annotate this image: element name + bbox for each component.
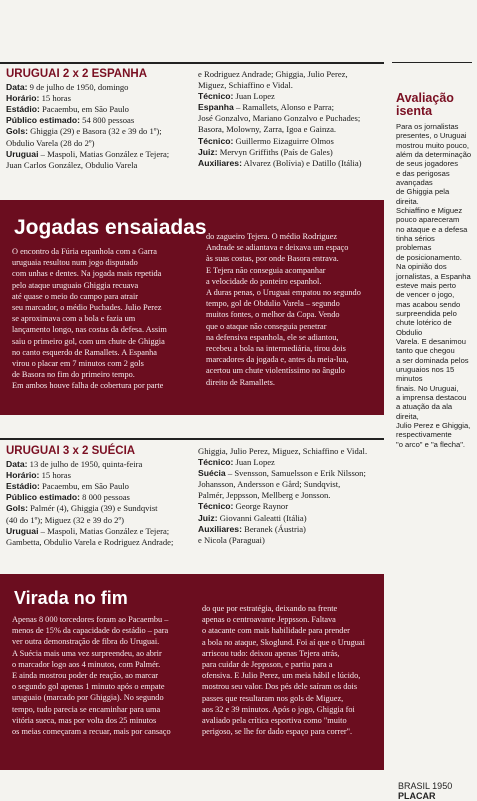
text-line: E Tejera não conseguia acompanhar xyxy=(206,265,326,275)
text-line: jornalistas, a Espanha xyxy=(396,271,471,281)
info-label: Público estimado: xyxy=(6,115,81,126)
info-label: Horário: xyxy=(6,470,40,481)
box1-panel xyxy=(0,200,384,415)
info-line xyxy=(6,104,192,115)
text-line: que o ataque não conseguia penetrar xyxy=(206,321,327,331)
info-label: Data: xyxy=(6,82,28,93)
text-line: de seus jogadores xyxy=(396,159,459,169)
text-line: lançamento longo, nas costas da defesa. Assim xyxy=(12,325,167,335)
info-line xyxy=(198,501,388,512)
info-text: José Gonzalvo, Mariano Gonzalvo e Puchades; xyxy=(198,113,361,124)
info-line xyxy=(198,113,388,124)
info-line xyxy=(198,158,388,169)
text-line: de vencer o jogo, xyxy=(396,290,455,300)
info-text: – Ramallets, Alonso e Parra; xyxy=(233,102,335,113)
info-line xyxy=(6,492,196,503)
info-line xyxy=(6,126,192,137)
text-line: A duras penas, o Uruguai empatou no segundo xyxy=(206,288,361,298)
box2-heading: Virada no fim xyxy=(14,588,128,608)
text-line: até quase o meio do campo para atrair xyxy=(12,291,139,301)
text-line: com unhas e dentes. Na jogada mais repetida xyxy=(12,269,162,279)
text-line: virou o placar em 7 minutos com 2 gols xyxy=(12,359,144,369)
info-line xyxy=(6,503,196,514)
info-label: Data: xyxy=(6,459,28,470)
text-line: a imprensa destacou xyxy=(396,392,467,402)
sidebar xyxy=(396,92,472,449)
info-text: – Svensson, Samuelsson e Erik Nilsson; xyxy=(225,468,366,479)
info-label: Público estimado: xyxy=(6,492,81,503)
text-line: O encontro da Fúria espanhola com a Garra xyxy=(12,247,157,256)
info-line xyxy=(198,147,388,158)
text-line: do que por estratégia, deixando na frente xyxy=(202,604,338,613)
text-line: tempo, tudo parecia se encaminhar para uma xyxy=(12,704,161,714)
info-line xyxy=(6,459,196,470)
info-label: Técnico: xyxy=(198,91,234,102)
info-label: Estádio: xyxy=(6,481,40,492)
text-line: a atuação da ala direita, xyxy=(396,402,453,421)
text-line: tanto que chegou xyxy=(396,346,455,356)
info-text: Juan Lopez xyxy=(233,457,275,468)
info-line xyxy=(198,468,388,479)
info-text: Palmér, Jeppsson, Mellberg e Jonsson. xyxy=(198,490,331,501)
match1-title: URUGUAI 2 x 2 ESPANHA xyxy=(6,68,148,80)
footer xyxy=(398,781,477,801)
text-line: de Ghiggia pela direita. xyxy=(396,187,450,206)
text-line: mostrou seu valor. Dos pés dele saíram os dois xyxy=(202,682,358,692)
text-line: apenas o centroavante Jeppsson. Faltava xyxy=(202,615,336,625)
info-label: Suécia xyxy=(198,468,226,479)
text-line: Schiaffino e Miguez xyxy=(396,206,463,216)
info-label: Uruguai xyxy=(6,525,39,536)
text-line: ofensiva. E Julio Perez, um meia hábil e lúcido, xyxy=(202,671,361,681)
text-line: de posicionamento. xyxy=(396,252,462,262)
info-label: Técnico: xyxy=(198,501,234,512)
text-line: mostrou muito pouco, xyxy=(396,140,470,150)
text-line: Andrade se adiantava e deixava um espaço xyxy=(206,243,349,253)
info-text: Pacaembu, em São Paulo xyxy=(39,104,129,115)
text-line: os meias começaram a recuar, mais por cansaço xyxy=(12,727,171,737)
text-line: no canto esquerdo de Ramallets. A Espanha xyxy=(12,347,157,357)
text-line: tempo, gol de Obdulio Varela – segundo xyxy=(206,299,340,309)
info-label: Auxiliares: xyxy=(198,523,242,534)
text-line: o atacante com mais habilidade para prender xyxy=(202,626,350,636)
box1-heading: Jogadas ensaiadas xyxy=(14,216,207,239)
info-label: Técnico: xyxy=(198,457,234,468)
text-line: perigoso, se lhe for dado espaço para correr". xyxy=(202,727,353,737)
info-text: Guillermo Eizaguirre Olmos xyxy=(233,135,334,146)
text-line: do zagueiro Tejera. O médio Rodriguez xyxy=(206,232,338,241)
text-line: presentes, o Uruguai xyxy=(396,131,467,141)
match1-left-lines xyxy=(6,82,192,171)
text-line: a velocidade do ponteiro espanhol. xyxy=(206,276,322,286)
top-rule-left xyxy=(0,62,384,64)
match2-title: URUGUAI 3 x 2 SUÉCIA xyxy=(6,445,136,457)
text-line: avaliado pela crítica esportiva como "muito xyxy=(202,716,347,726)
text-line: acertou um chute violentíssimo no ângulo xyxy=(206,366,345,376)
info-text: e Rodriguez Andrade; Ghiggia, Julio Perez, xyxy=(198,69,348,79)
info-text: e Nicola (Paraguai) xyxy=(198,534,265,545)
info-label: Uruguai xyxy=(6,148,39,159)
match2-right-lines xyxy=(198,446,388,546)
info-text: Basora, Molowny, Zarra, Igoa e Gainza. xyxy=(198,124,337,135)
match1-right-col xyxy=(198,69,388,169)
info-text: Miguez, Schiaffino e Vidal. xyxy=(198,80,293,91)
text-line: de Basora no fim do primeiro tempo. xyxy=(12,370,135,380)
info-line xyxy=(6,82,192,93)
text-line: E ainda mostrou poder de reação, ao marcar xyxy=(12,671,159,681)
info-label: Horário: xyxy=(6,93,40,104)
info-label: Gols: xyxy=(6,503,28,514)
text-line: Varela. E desanimou xyxy=(396,336,466,346)
sidebar-heading xyxy=(396,92,472,118)
info-line xyxy=(198,102,388,113)
info-line xyxy=(198,80,388,91)
match2-left-lines xyxy=(6,459,196,548)
text-line: "o arco" e "a flecha". xyxy=(396,439,466,449)
text-line: a bola no ataque, Skoglund. Foi aí que o Uruguai xyxy=(202,637,365,647)
text-line: saiu o primeiro gol, com um chute de Ghiggia xyxy=(12,336,165,346)
mid-rule xyxy=(0,438,384,440)
info-line xyxy=(6,138,192,149)
info-text: Ghiggia (29) e Basora (32 e 39 do 1º); xyxy=(27,126,162,137)
info-text: Alvarez (Bolívia) e Datillo (Itália) xyxy=(241,157,362,168)
info-line xyxy=(198,69,388,80)
info-text: 15 horas xyxy=(39,93,71,104)
info-line xyxy=(198,136,388,147)
text-line: às suas costas, por onde Basora entrava. xyxy=(206,254,339,264)
sidebar-body xyxy=(396,122,472,449)
info-text: Johansson, Andersson e Gård; Sundqvist, xyxy=(198,479,341,490)
info-text: 9 de julho de 1950, domingo xyxy=(27,82,129,93)
info-text: Beranek (Áustria) xyxy=(241,523,306,534)
box2-right-text xyxy=(202,603,382,737)
info-label: Espanha xyxy=(198,102,234,113)
info-text: Palmér (4), Ghiggia (39) e Sundqvist xyxy=(27,503,158,514)
match1-right-lines xyxy=(198,69,388,169)
info-text: Obdulio Varela (28 do 2º) xyxy=(6,137,95,148)
info-text: 15 horas xyxy=(39,470,71,481)
text-line: chute lotérico de Obdulio xyxy=(396,318,452,337)
info-line xyxy=(6,149,192,160)
info-line xyxy=(198,479,388,490)
match2-left-col xyxy=(6,446,196,548)
info-text: 8 000 pessoas xyxy=(80,492,130,503)
text-line: Em ambos houve falha de cobertura por parte xyxy=(12,381,164,391)
text-line: uruguaia resultou num jogo disputado xyxy=(12,258,138,268)
info-line xyxy=(198,513,388,524)
info-text: (40 do 1º); Miguez (32 e 39 do 2º) xyxy=(6,514,124,525)
text-line: tinha sérios problemas xyxy=(396,234,435,253)
info-text: Mervyn Griffiths (País de Gales) xyxy=(217,146,333,157)
text-line: A Suécia mais uma vez surpreendeu, ao abrir xyxy=(12,648,162,658)
top-rule-right xyxy=(392,62,472,63)
text-line: finais. No Uruguai, xyxy=(396,383,459,393)
info-label: Juiz: xyxy=(198,146,218,157)
info-text: Juan Lopez xyxy=(233,91,275,102)
text-line: direito de Ramallets. xyxy=(206,377,275,387)
text-line: vitória sueca, mas por volta dos 25 minutos xyxy=(12,715,157,725)
text-line: aos 32 e 39 minutos. Após o jogo, Ghiggia foi xyxy=(202,704,355,714)
box1-left-text xyxy=(12,246,202,392)
match1-left-col xyxy=(6,69,192,171)
box1-right-text xyxy=(206,231,382,388)
info-line xyxy=(198,457,388,468)
info-line xyxy=(198,490,388,501)
text-line: Apenas 8 000 torcedores foram ao Pacaembu – xyxy=(12,615,169,624)
box2-left-text xyxy=(12,614,204,737)
text-line: e das perigosas avançadas xyxy=(396,168,450,188)
info-label: Juiz: xyxy=(198,512,218,523)
text-line: menos de 15% da capacidade do estádio – para xyxy=(12,626,169,636)
info-label: Gols: xyxy=(6,126,28,137)
text-line: ver outra demonstração de fibra do Uruguai. xyxy=(12,637,160,647)
info-text: – Maspoli, Matias González e Tejera; xyxy=(38,148,170,159)
info-line xyxy=(6,481,196,492)
sidebar-heading-line2: isenta xyxy=(396,104,433,118)
info-line xyxy=(6,93,192,104)
text-line: se aproximava com a bola e fazia um xyxy=(12,314,136,324)
info-text: Gambetta, Obdulio Varela e Rodriguez Andrade; xyxy=(6,536,174,547)
text-line: surpreendida pelo xyxy=(396,308,457,318)
text-line: mas acabou sendo xyxy=(396,299,461,309)
text-line: na defensiva espanhola, ele se adiantou, xyxy=(206,332,339,342)
footer-brand: BRASIL 1950 xyxy=(398,781,453,791)
text-line: pelo ataque uruguaio Ghiggia recuava xyxy=(12,280,139,290)
text-line: Para os jornalistas xyxy=(396,122,459,131)
info-text: George Raynor xyxy=(233,501,289,512)
info-line xyxy=(6,160,192,171)
info-label: Estádio: xyxy=(6,104,40,115)
info-line xyxy=(198,124,388,135)
text-line: uruguaios nos 15 minutos xyxy=(396,364,455,384)
text-line: além da determinação xyxy=(396,150,472,160)
info-label: Técnico: xyxy=(198,135,234,146)
info-line xyxy=(6,115,192,126)
text-line: o marcador logo aos 4 minutos, com Palmér. xyxy=(12,659,161,669)
text-line: recebeu a bola na intermediária, tirou dois xyxy=(206,344,346,354)
info-text: Giovanni Galeatti (Itália) xyxy=(217,512,307,523)
text-line: a ser dominada pelos xyxy=(396,355,469,365)
text-line: arriscou tudo: deixou apenas Tejera atrás, xyxy=(202,648,340,658)
text-line: seu marcador, o médio Puchades. Julio Perez xyxy=(12,303,162,313)
text-line: Julio Perez e Ghiggia, xyxy=(396,421,471,430)
info-text: Pacaembu, em São Paulo xyxy=(39,481,129,492)
info-text: Juan Carlos González, Obdulio Varela xyxy=(6,159,138,170)
info-label: Auxiliares: xyxy=(198,157,242,168)
info-line xyxy=(6,526,196,537)
text-line: para cuidar de Jeppsson, e partiu para a xyxy=(202,660,333,670)
info-line xyxy=(198,535,388,546)
info-line xyxy=(198,524,388,535)
info-line xyxy=(6,470,196,481)
info-line xyxy=(198,446,388,457)
text-line: esteve mais perto xyxy=(396,280,456,290)
text-line: passes que resultaram nos gols de Miguez, xyxy=(202,693,344,703)
info-text: 13 de julho de 1950, quinta-feira xyxy=(27,459,143,470)
text-line: no ataque e a defesa xyxy=(396,224,468,234)
text-line: respectivamente xyxy=(396,430,452,440)
text-line: o segundo gol apenas 1 minuto após o empate xyxy=(12,682,165,692)
text-line: Na opinião dos xyxy=(396,262,447,272)
info-text: 54 800 pessoas xyxy=(80,115,135,126)
info-text: – Maspoli, Matias González e Tejera; xyxy=(38,525,170,536)
footer-word: PLACAR xyxy=(398,791,436,801)
text-line: pouco apareceram xyxy=(396,215,460,225)
info-line xyxy=(198,91,388,102)
box2-panel xyxy=(0,574,384,770)
info-text: Ghiggia, Julio Perez, Miguez, Schiaffino e Vidal. xyxy=(198,446,368,456)
text-line: marcadores da jogada e, antes da meia-lua, xyxy=(206,355,349,365)
info-line xyxy=(6,515,196,526)
text-line: muitos fontes, o melhor da Copa. Vendo xyxy=(206,310,340,320)
info-line xyxy=(6,537,196,548)
sidebar-heading-line1: Avaliação xyxy=(396,91,454,105)
text-line: uruguaio (marcado por Ghiggia). No segundo xyxy=(12,693,164,703)
match2-right-col xyxy=(198,446,388,546)
